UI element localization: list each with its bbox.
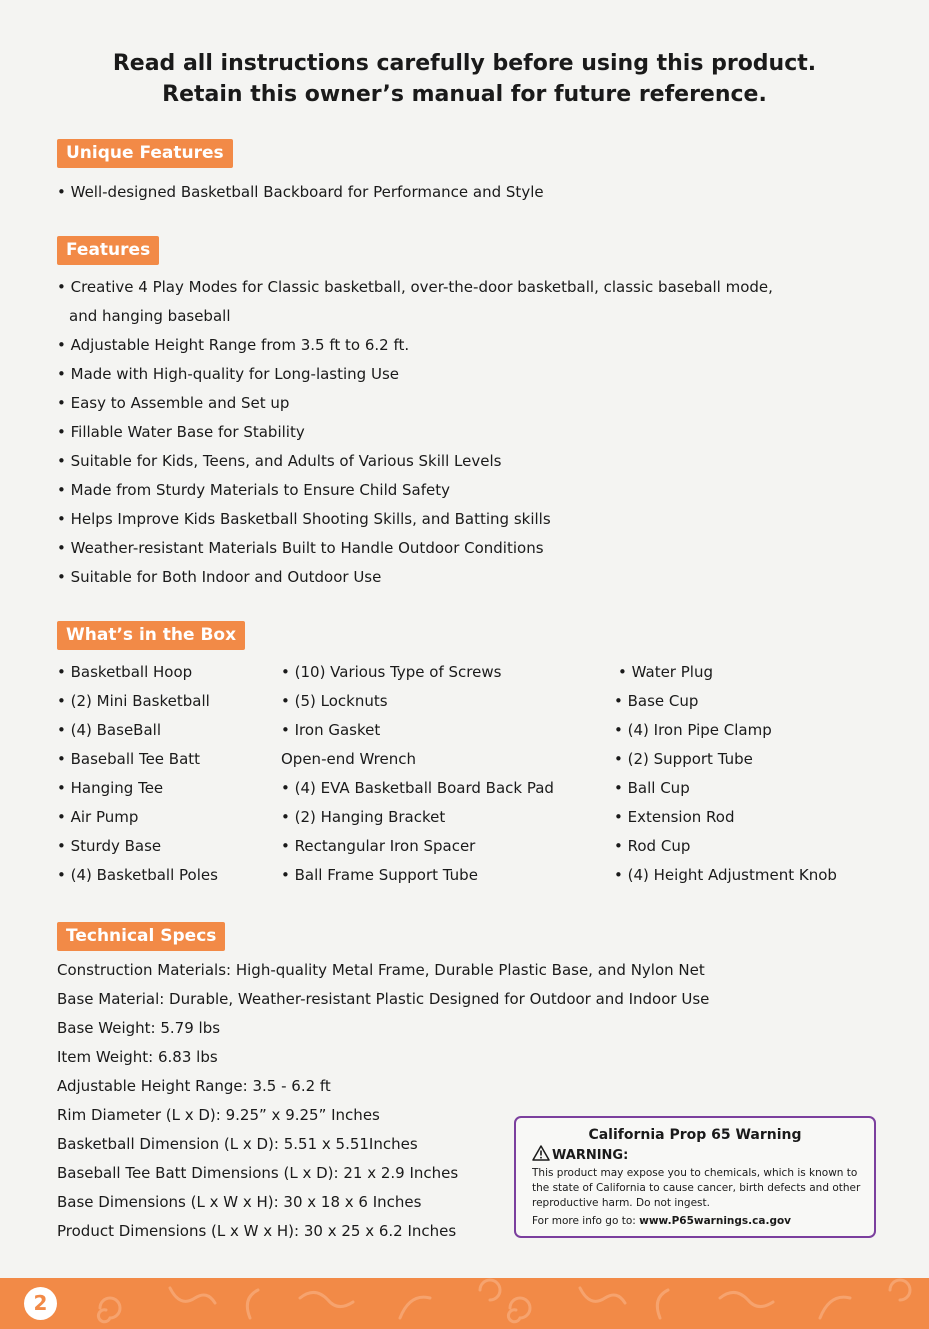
spec-item: Base Weight: 5.79 lbs — [57, 1019, 221, 1037]
swirl-pattern-icon — [0, 1278, 929, 1329]
box-item: • Water Plug — [618, 662, 713, 682]
box-item: • (4) Height Adjustment Knob — [614, 865, 837, 885]
box-item: Open-end Wrench — [281, 750, 416, 768]
box-item: • (4) Iron Pipe Clamp — [614, 720, 772, 740]
box-item: • Basketball Hoop — [57, 662, 192, 682]
spec-item: Product Dimensions (L x W x H): 30 x 25 x 6.2 Inches — [57, 1222, 457, 1240]
box-item: • Base Cup — [614, 691, 698, 711]
spec-item: Basketball Dimension (L x D): 5.51 x 5.51Inches — [57, 1135, 418, 1153]
box-item: • Sturdy Base — [57, 836, 161, 856]
feature-item: • Made with High-quality for Long-lasting Use — [57, 364, 399, 384]
box-item: • Extension Rod — [614, 807, 734, 827]
feature-item: • Weather-resistant Materials Built to Handle Outdoor Conditions — [57, 538, 544, 558]
spec-item: Adjustable Height Range: 3.5 - 6.2 ft — [57, 1077, 331, 1095]
box-item: • (2) Mini Basketball — [57, 691, 210, 711]
box-item: • (4) Basketball Poles — [57, 865, 218, 885]
feature-item: • Suitable for Kids, Teens, and Adults of Various Skill Levels — [57, 451, 501, 471]
box-item: • Rectangular Iron Spacer — [281, 836, 475, 856]
warning-title: California Prop 65 Warning — [588, 1127, 802, 1143]
box-item: • (2) Hanging Bracket — [281, 807, 445, 827]
box-item: • Iron Gasket — [281, 720, 380, 740]
page-number-badge: 2 — [24, 1287, 57, 1320]
box-item: • (5) Locknuts — [281, 691, 388, 711]
spec-item: Baseball Tee Batt Dimensions (L x D): 21 x 2.9 Inches — [57, 1164, 459, 1182]
p65-warnings-link[interactable]: www.P65warnings.ca.gov — [639, 1215, 792, 1227]
feature-item-continuation: and hanging baseball — [69, 307, 231, 325]
feature-item: • Made from Sturdy Materials to Ensure Child Safety — [57, 480, 450, 500]
feature-item: • Easy to Assemble and Set up — [57, 393, 289, 413]
box-contents-heading: What’s in the Box — [57, 621, 245, 650]
box-item: • Baseball Tee Batt — [57, 749, 200, 769]
features-heading: Features — [57, 236, 159, 265]
spec-item: Item Weight: 6.83 lbs — [57, 1048, 218, 1066]
feature-item: • Suitable for Both Indoor and Outdoor Use — [57, 567, 381, 587]
warning-heading — [532, 1145, 628, 1165]
page-headline — [0, 48, 929, 110]
box-item: • Ball Cup — [614, 778, 690, 798]
spec-item: Base Material: Durable, Weather-resistant Plastic Designed for Outdoor and Indoor Use — [57, 990, 710, 1008]
spec-item: Rim Diameter (L x D): 9.25” x 9.25” Inches — [57, 1106, 380, 1124]
warning-more-info — [532, 1215, 791, 1227]
spec-item: Construction Materials: High-quality Metal Frame, Durable Plastic Base, and Nylon Net — [57, 961, 705, 979]
spec-item: Base Dimensions (L x W x H): 30 x 18 x 6 Inches — [57, 1193, 422, 1211]
unique-features-heading: Unique Features — [57, 139, 233, 168]
prop65-warning-box — [514, 1116, 876, 1238]
footer-band — [0, 1278, 929, 1329]
headline-line-1: Read all instructions carefully before using this product. — [112, 51, 817, 76]
warning-triangle-icon — [532, 1145, 550, 1165]
technical-specs-heading: Technical Specs — [57, 922, 225, 951]
box-item: • (2) Support Tube — [614, 749, 753, 769]
box-item: • (10) Various Type of Screws — [281, 662, 501, 682]
box-item: • Air Pump — [57, 807, 138, 827]
headline-line-2: Retain this owner’s manual for future reference. — [162, 82, 767, 107]
feature-item: • Adjustable Height Range from 3.5 ft to 6.2 ft. — [57, 335, 409, 355]
warning-label: WARNING: — [552, 1147, 629, 1163]
warning-link-label: For more info go to: — [532, 1215, 640, 1227]
warning-text: This product may expose you to chemicals, which is known to the state of California to cause cancer, birth defects and other reproductive harm. Do not ingest. — [532, 1167, 861, 1209]
box-item: • Rod Cup — [614, 836, 690, 856]
box-item: • Ball Frame Support Tube — [281, 865, 478, 885]
feature-item: • Fillable Water Base for Stability — [57, 422, 305, 442]
feature-item: • Creative 4 Play Modes for Classic basketball, over-the-door basketball, classic baseball mode, — [57, 277, 773, 297]
unique-feature-item: • Well-designed Basketball Backboard for Performance and Style — [57, 182, 544, 202]
box-item: • (4) BaseBall — [57, 720, 161, 740]
feature-item: • Helps Improve Kids Basketball Shooting Skills, and Batting skills — [57, 509, 551, 529]
box-item: • (4) EVA Basketball Board Back Pad — [281, 778, 554, 798]
box-item: • Hanging Tee — [57, 778, 163, 798]
